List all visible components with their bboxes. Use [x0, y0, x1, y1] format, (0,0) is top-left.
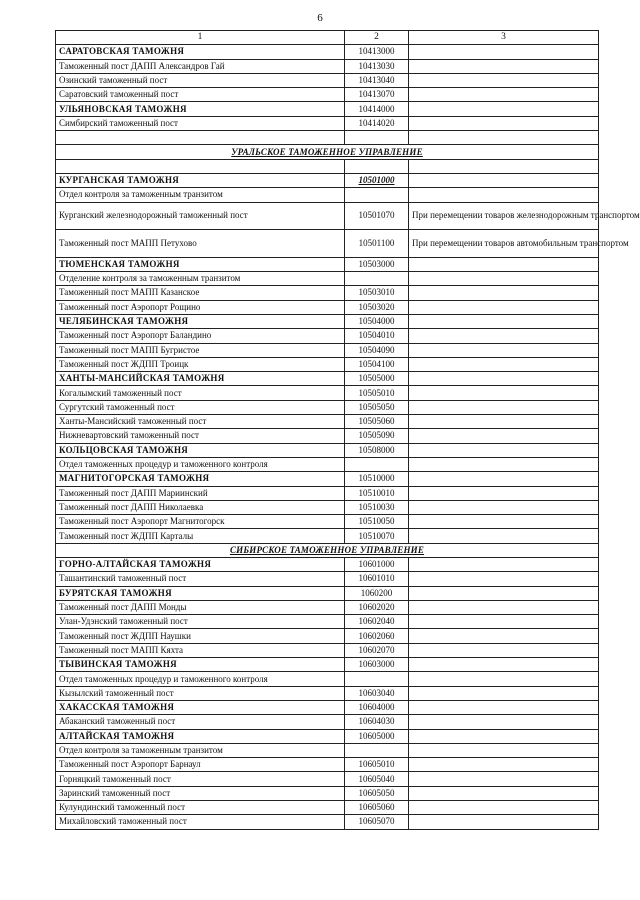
- note-cell: [409, 357, 599, 371]
- customs-office-row: [56, 45, 599, 59]
- customs-post-row: [56, 59, 599, 73]
- office-code-cell: 10602060: [345, 629, 409, 643]
- office-code-cell: 10602020: [345, 600, 409, 614]
- customs-post-row: [56, 188, 599, 202]
- office-name-cell: Горняцкий таможенный пост: [56, 772, 345, 786]
- office-name-cell: Заринский таможенный пост: [56, 786, 345, 800]
- office-code-cell: 10604030: [345, 715, 409, 729]
- office-code-cell: 10603040: [345, 686, 409, 700]
- note-cell: [409, 386, 599, 400]
- office-code-cell: [345, 131, 409, 145]
- column-header-2: 2: [345, 31, 409, 45]
- note-cell: [409, 443, 599, 457]
- office-code-cell: 10505090: [345, 429, 409, 443]
- office-code-cell: 10413030: [345, 59, 409, 73]
- office-code-cell: 10602040: [345, 615, 409, 629]
- office-name-cell: Таможенный пост ЖДПП Троицк: [56, 357, 345, 371]
- note-cell: [409, 272, 599, 286]
- customs-post-row: [56, 272, 599, 286]
- office-code-cell: 10413000: [345, 45, 409, 59]
- customs-post-row: [56, 772, 599, 786]
- office-name-cell: Отдел таможенных процедур и таможенного контроля: [56, 672, 345, 686]
- office-name-cell: Кызылский таможенный пост: [56, 686, 345, 700]
- note-cell: [409, 643, 599, 657]
- note-cell: [409, 557, 599, 571]
- customs-post-row: [56, 529, 599, 543]
- note-cell: [409, 715, 599, 729]
- office-code-cell: 10510030: [345, 500, 409, 514]
- customs-post-row: [56, 386, 599, 400]
- office-name-cell: Отдел контроля за таможенным транзитом: [56, 743, 345, 757]
- note-cell: [409, 173, 599, 187]
- office-code-cell: 10505010: [345, 386, 409, 400]
- customs-office-row: [56, 102, 599, 116]
- note-cell: [409, 572, 599, 586]
- region-heading: СИБИРСКОЕ ТАМОЖЕННОЕ УПРАВЛЕНИЕ: [56, 543, 599, 557]
- office-name-cell: Таможенный пост ЖДПП Карталы: [56, 529, 345, 543]
- customs-post-row: [56, 429, 599, 443]
- office-name-cell: УЛЬЯНОВСКАЯ ТАМОЖНЯ: [56, 102, 345, 116]
- office-code-cell: 10510000: [345, 472, 409, 486]
- office-name-cell: [56, 131, 345, 145]
- office-code-cell: 1060200: [345, 586, 409, 600]
- customs-post-row: [56, 672, 599, 686]
- office-code-cell: 10602070: [345, 643, 409, 657]
- note-cell: [409, 500, 599, 514]
- note-cell: [409, 400, 599, 414]
- note-cell: [409, 286, 599, 300]
- note-cell: [409, 73, 599, 87]
- office-name-cell: КУРГАНСКАЯ ТАМОЖНЯ: [56, 173, 345, 187]
- column-header-3: 3: [409, 31, 599, 45]
- office-name-cell: Таможенный пост ДАПП Монды: [56, 600, 345, 614]
- customs-post-row: [56, 715, 599, 729]
- office-name-cell: Таможенный пост МАПП Казанское: [56, 286, 345, 300]
- office-name-cell: Улан-Удэнский таможенный пост: [56, 615, 345, 629]
- office-name-cell: Таможенный пост ДАПП Мариинский: [56, 486, 345, 500]
- note-cell: [409, 586, 599, 600]
- customs-post-row: [56, 88, 599, 102]
- office-code-cell: 10501100: [345, 230, 409, 258]
- office-name-cell: Симбирский таможенный пост: [56, 116, 345, 130]
- note-cell: [409, 729, 599, 743]
- office-code-cell: 10510010: [345, 486, 409, 500]
- office-code-cell: 10504100: [345, 357, 409, 371]
- office-name-cell: Курганский железнодорожный таможенный пост: [56, 202, 345, 230]
- office-code-cell: [345, 457, 409, 471]
- customs-office-row: [56, 314, 599, 328]
- office-code-cell: 10501000: [345, 173, 409, 187]
- office-code-cell: [345, 743, 409, 757]
- office-code-cell: 10503010: [345, 286, 409, 300]
- office-name-cell: Ханты-Мансийский таможенный пост: [56, 415, 345, 429]
- office-code-cell: 10510050: [345, 515, 409, 529]
- note-cell: [409, 131, 599, 145]
- office-code-cell: [345, 159, 409, 173]
- table-body: [56, 45, 640, 829]
- office-code-cell: 10601010: [345, 572, 409, 586]
- note-cell: При перемещении товаров железнодорожным транспортом: [409, 202, 599, 230]
- office-name-cell: [56, 159, 345, 173]
- note-cell: [409, 758, 599, 772]
- office-name-cell: ХАКАССКАЯ ТАМОЖНЯ: [56, 700, 345, 714]
- customs-post-row: [56, 329, 599, 343]
- customs-post-row: [56, 801, 599, 815]
- customs-post-row: [56, 286, 599, 300]
- customs-post-row: [56, 202, 599, 230]
- office-code-cell: 10504090: [345, 343, 409, 357]
- customs-post-row: [56, 758, 599, 772]
- note-cell: [409, 743, 599, 757]
- office-code-cell: 10503000: [345, 257, 409, 271]
- note-cell: [409, 457, 599, 471]
- customs-post-row: [56, 300, 599, 314]
- customs-offices-table: [55, 30, 640, 830]
- office-code-cell: 10510070: [345, 529, 409, 543]
- note-cell: [409, 615, 599, 629]
- customs-post-row: [56, 643, 599, 657]
- customs-post-row: [56, 400, 599, 414]
- customs-post-row: [56, 786, 599, 800]
- customs-post-row: [56, 486, 599, 500]
- column-header-1: 1: [56, 31, 345, 45]
- office-name-cell: САРАТОВСКАЯ ТАМОЖНЯ: [56, 45, 345, 59]
- office-code-cell: 10601000: [345, 557, 409, 571]
- note-cell: [409, 102, 599, 116]
- office-name-cell: КОЛЬЦОВСКАЯ ТАМОЖНЯ: [56, 443, 345, 457]
- note-cell: [409, 672, 599, 686]
- note-cell: [409, 529, 599, 543]
- note-cell: [409, 329, 599, 343]
- customs-office-row: [56, 557, 599, 571]
- note-cell: [409, 629, 599, 643]
- note-cell: [409, 300, 599, 314]
- office-code-cell: 10414020: [345, 116, 409, 130]
- customs-office-row: [56, 586, 599, 600]
- office-name-cell: Таможенный пост МАПП Кяхта: [56, 643, 345, 657]
- customs-post-row: [56, 73, 599, 87]
- customs-post-row: [56, 629, 599, 643]
- office-code-cell: 10603000: [345, 658, 409, 672]
- office-code-cell: 10504010: [345, 329, 409, 343]
- office-name-cell: Таможенный пост Аэропорт Баландино: [56, 329, 345, 343]
- office-name-cell: ТЮМЕНСКАЯ ТАМОЖНЯ: [56, 257, 345, 271]
- office-code-cell: 10508000: [345, 443, 409, 457]
- office-code-cell: 10605000: [345, 729, 409, 743]
- customs-post-row: [56, 343, 599, 357]
- office-name-cell: АЛТАЙСКАЯ ТАМОЖНЯ: [56, 729, 345, 743]
- region-heading-row: [56, 145, 599, 159]
- note-cell: [409, 45, 599, 59]
- page-number: 6: [317, 12, 323, 24]
- note-cell: При перемещении товаров автомобильным транспортом: [409, 230, 599, 258]
- office-code-cell: 10413070: [345, 88, 409, 102]
- customs-post-row: [56, 815, 599, 829]
- customs-post-row: [56, 415, 599, 429]
- office-name-cell: Кулундинский таможенный пост: [56, 801, 345, 815]
- office-code-cell: 10414000: [345, 102, 409, 116]
- region-heading: УРАЛЬСКОЕ ТАМОЖЕННОЕ УПРАВЛЕНИЕ: [56, 145, 599, 159]
- note-cell: [409, 188, 599, 202]
- office-name-cell: Отдел контроля за таможенным транзитом: [56, 188, 345, 202]
- customs-post-row: [56, 515, 599, 529]
- note-cell: [409, 658, 599, 672]
- office-code-cell: 10605050: [345, 786, 409, 800]
- office-name-cell: Таможенный пост МАПП Петухово: [56, 230, 345, 258]
- office-name-cell: ЧЕЛЯБИНСКАЯ ТАМОЖНЯ: [56, 314, 345, 328]
- office-name-cell: БУРЯТСКАЯ ТАМОЖНЯ: [56, 586, 345, 600]
- customs-post-row: [56, 686, 599, 700]
- office-name-cell: Саратовский таможенный пост: [56, 88, 345, 102]
- note-cell: [409, 257, 599, 271]
- office-name-cell: Сургутский таможенный пост: [56, 400, 345, 414]
- customs-post-row: [56, 615, 599, 629]
- office-code-cell: 10505060: [345, 415, 409, 429]
- customs-post-row: [56, 500, 599, 514]
- office-code-cell: 10505000: [345, 372, 409, 386]
- office-name-cell: Таможенный пост ДАПП Александров Гай: [56, 59, 345, 73]
- office-name-cell: Озинский таможенный пост: [56, 73, 345, 87]
- office-code-cell: 10605040: [345, 772, 409, 786]
- blank-row: [56, 159, 599, 173]
- customs-office-row: [56, 173, 599, 187]
- customs-post-row: [56, 230, 599, 258]
- office-name-cell: Отделение контроля за таможенным транзитом: [56, 272, 345, 286]
- note-cell: [409, 429, 599, 443]
- office-name-cell: Нижневартовский таможенный пост: [56, 429, 345, 443]
- office-code-cell: 10605010: [345, 758, 409, 772]
- note-cell: [409, 372, 599, 386]
- office-code-cell: 10503020: [345, 300, 409, 314]
- table-header-row: [56, 31, 599, 45]
- blank-row: [56, 131, 599, 145]
- office-name-cell: Таможенный пост ДАПП Николаевка: [56, 500, 345, 514]
- customs-office-row: [56, 372, 599, 386]
- office-code-cell: 10605070: [345, 815, 409, 829]
- office-name-cell: Таможенный пост Аэропорт Рощино: [56, 300, 345, 314]
- note-cell: [409, 686, 599, 700]
- office-name-cell: Михайловский таможенный пост: [56, 815, 345, 829]
- note-cell: [409, 472, 599, 486]
- customs-office-row: [56, 472, 599, 486]
- customs-office-row: [56, 443, 599, 457]
- office-code-cell: 10504000: [345, 314, 409, 328]
- office-name-cell: Отдел таможенных процедур и таможенного контроля: [56, 457, 345, 471]
- office-name-cell: Таможенный пост Аэропорт Магнитогорск: [56, 515, 345, 529]
- office-name-cell: ХАНТЫ-МАНСИЙСКАЯ ТАМОЖНЯ: [56, 372, 345, 386]
- customs-post-row: [56, 572, 599, 586]
- note-cell: [409, 700, 599, 714]
- note-cell: [409, 59, 599, 73]
- note-cell: [409, 815, 599, 829]
- customs-office-row: [56, 257, 599, 271]
- customs-office-row: [56, 700, 599, 714]
- office-name-cell: МАГНИТОГОРСКАЯ ТАМОЖНЯ: [56, 472, 345, 486]
- note-cell: [409, 515, 599, 529]
- office-code-cell: [345, 672, 409, 686]
- office-name-cell: Ташантинский таможенный пост: [56, 572, 345, 586]
- note-cell: [409, 600, 599, 614]
- office-code-cell: 10413040: [345, 73, 409, 87]
- office-name-cell: Таможенный пост МАПП Бугристое: [56, 343, 345, 357]
- note-cell: [409, 88, 599, 102]
- note-cell: [409, 486, 599, 500]
- note-cell: [409, 159, 599, 173]
- note-cell: [409, 801, 599, 815]
- customs-post-row: [56, 357, 599, 371]
- customs-office-row: [56, 729, 599, 743]
- note-cell: [409, 343, 599, 357]
- note-cell: [409, 314, 599, 328]
- office-code-cell: 10604000: [345, 700, 409, 714]
- office-name-cell: ТЫВИНСКАЯ ТАМОЖНЯ: [56, 658, 345, 672]
- note-cell: [409, 116, 599, 130]
- office-name-cell: ГОРНО-АЛТАЙСКАЯ ТАМОЖНЯ: [56, 557, 345, 571]
- note-cell: [409, 772, 599, 786]
- office-code-cell: [345, 188, 409, 202]
- customs-post-row: [56, 743, 599, 757]
- office-name-cell: Когалымский таможенный пост: [56, 386, 345, 400]
- office-code-cell: 10505050: [345, 400, 409, 414]
- customs-office-row: [56, 658, 599, 672]
- office-name-cell: Абаканский таможенный пост: [56, 715, 345, 729]
- office-code-cell: 10605060: [345, 801, 409, 815]
- office-name-cell: Таможенный пост ЖДПП Наушки: [56, 629, 345, 643]
- note-cell: [409, 415, 599, 429]
- customs-post-row: [56, 116, 599, 130]
- customs-post-row: [56, 457, 599, 471]
- office-name-cell: Таможенный пост Аэропорт Барнаул: [56, 758, 345, 772]
- customs-post-row: [56, 600, 599, 614]
- note-cell: [409, 786, 599, 800]
- office-code-cell: 10501070: [345, 202, 409, 230]
- region-heading-row: [56, 543, 599, 557]
- office-code-cell: [345, 272, 409, 286]
